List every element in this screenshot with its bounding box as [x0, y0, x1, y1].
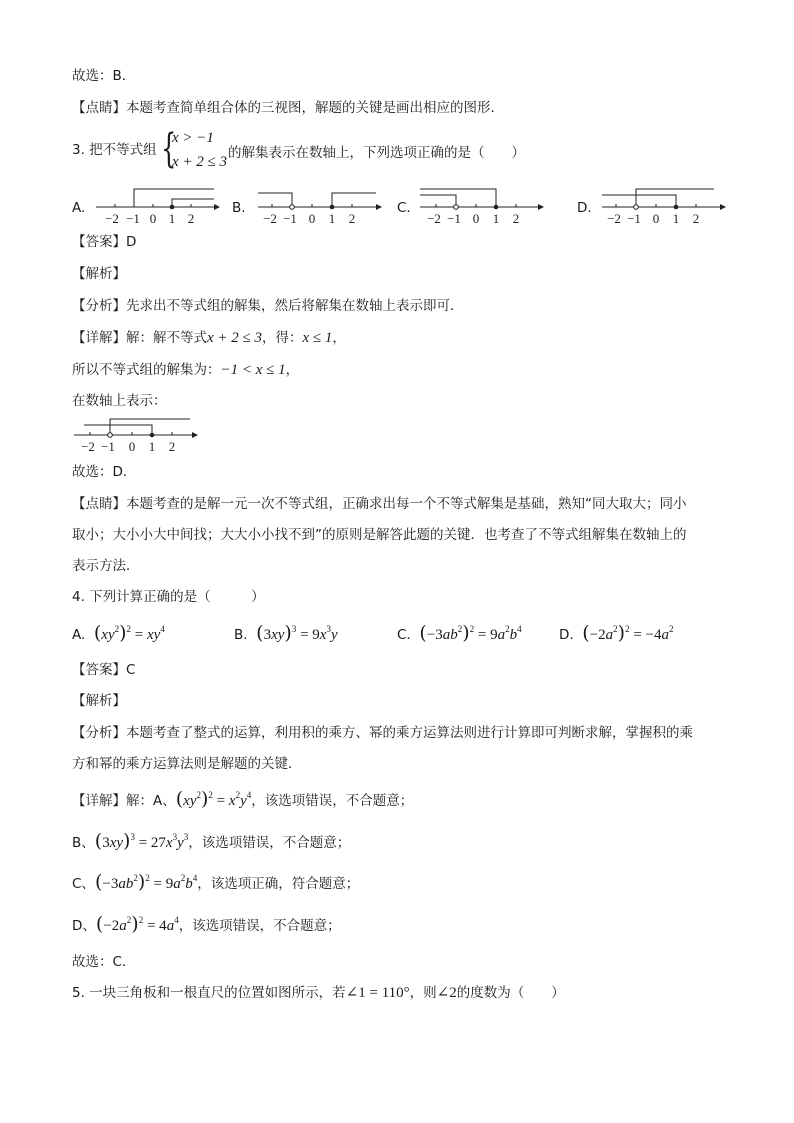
svg-text:2: 2: [692, 211, 700, 225]
svg-text:1: 1: [492, 211, 500, 225]
solution-number-line: [70, 413, 200, 453]
q4-fenxi-1: 【分析】本题考查了整式的运算，利用积的乘方、幂的乘方运算法则进行计算即可判断求解，掌握积的乘: [72, 725, 693, 741]
q3-answer: 【答案】D: [72, 234, 137, 250]
q3-comment-2: 取小；大小小大中间找；大大小小找不到”的原则是解答此题的关键．也考查了不等式组解集在数轴上的: [72, 527, 687, 543]
q3-jiexi: 【解析】: [72, 266, 126, 282]
svg-text:−1: −1: [126, 211, 140, 225]
option-c-number-line: [414, 183, 544, 225]
q3-fenxi: 【分析】先求出不等式组的解集，然后将解集在数轴上表示即可．: [72, 298, 464, 314]
q4-fenxi-2: 方和幂的乘方运算法则是解题的关键．: [72, 756, 302, 772]
q4-option-c: C. $(-3ab^2)^2 = 9a^2b^4$: [397, 622, 522, 644]
svg-text:1: 1: [328, 211, 336, 225]
q4-detail-c: C、$(-3ab^2)^2 = 9a^2b^4$，该选项正确，符合题意；: [72, 871, 360, 893]
q3-comment-1: 【点睛】本题考查的是解一元一次不等式组，正确求出每一个不等式解集是基础，熟知“同大取大；同小: [72, 496, 687, 512]
svg-text:0: 0: [652, 211, 660, 225]
q3-stem-tail: 的解集表示在数轴上，下列选项正确的是（ ）: [228, 145, 525, 161]
q3-ineq-1: x > −1: [172, 130, 214, 146]
q3-axis-intro: 在数轴上表示：: [72, 393, 167, 409]
svg-text:−2: −2: [263, 211, 277, 225]
q4-option-b: B. $(3xy)^3 = 9x^3y$: [234, 622, 338, 644]
svg-text:−1: −1: [283, 211, 297, 225]
option-d-label: D.: [577, 200, 592, 216]
q3-stem: 3. 把不等式组: [72, 142, 157, 158]
q3-solution-set: 所以不等式组的解集为：−1 < x ≤ 1，: [72, 362, 300, 378]
svg-text:−1: −1: [627, 211, 641, 225]
q4-stem: 4. 下列计算正确的是（ ）: [72, 589, 265, 605]
svg-text:0: 0: [472, 211, 480, 225]
q4-detail-a: 【详解】解：A、$(xy^2)^2 = x^2y^4$，该选项错误，不合题意；: [72, 788, 414, 810]
option-b-label: B.: [232, 200, 246, 216]
svg-text:−2: −2: [427, 211, 441, 225]
q3-xiangjie: 【详解】解：解不等式x + 2 ≤ 3，得：x ≤ 1，: [72, 330, 346, 346]
svg-text:0: 0: [149, 211, 157, 225]
svg-text:−1: −1: [447, 211, 461, 225]
q4-option-a: A. $(xy^2)^2 = xy^4$: [72, 622, 165, 644]
q4-detail-b: B、$(3xy)^3 = 27x^3y^3$，该选项错误，不合题意；: [72, 830, 351, 852]
svg-text:0: 0: [308, 211, 316, 225]
svg-text:1: 1: [148, 439, 156, 453]
option-a-label: A.: [72, 200, 86, 216]
q3-choice: 故选：D．: [72, 464, 137, 480]
svg-text:0: 0: [128, 439, 136, 453]
q3-ineq-2: x + 2 ≤ 3: [172, 154, 228, 170]
q5-stem: 5. 一块三角板和一根直尺的位置如图所示，若∠1 = 110°，则∠2的度数为（ ）: [72, 985, 565, 1001]
prev-comment: 【点睛】本题考查简单组合体的三视图，解题的关键是画出相应的图形．: [72, 100, 504, 116]
q4-choice: 故选：C．: [72, 954, 136, 970]
svg-text:2: 2: [348, 211, 356, 225]
svg-text:2: 2: [512, 211, 520, 225]
svg-text:−2: −2: [105, 211, 119, 225]
q4-jiexi: 【解析】: [72, 693, 126, 709]
q4-detail-d: D、$(-2a^2)^2 = 4a^4$，该选项错误，不合题意；: [72, 913, 341, 935]
svg-text:−2: −2: [607, 211, 621, 225]
svg-text:1: 1: [672, 211, 680, 225]
prev-answer: 故选：B．: [72, 68, 136, 84]
svg-text:1: 1: [168, 211, 176, 225]
option-c-label: C.: [397, 200, 411, 216]
option-d-number-line: [596, 183, 726, 225]
brace-icon: {: [161, 126, 177, 172]
q3-comment-3: 表示方法．: [72, 558, 140, 574]
option-b-number-line: [252, 183, 382, 225]
q4-answer: 【答案】C: [72, 662, 136, 678]
svg-text:2: 2: [168, 439, 176, 453]
q4-option-d: D. $(-2a^2)^2 = -4a^2$: [559, 622, 674, 644]
option-a-number-line: [90, 183, 220, 225]
svg-text:−2: −2: [81, 439, 95, 453]
svg-text:2: 2: [187, 211, 195, 225]
svg-text:−1: −1: [101, 439, 115, 453]
